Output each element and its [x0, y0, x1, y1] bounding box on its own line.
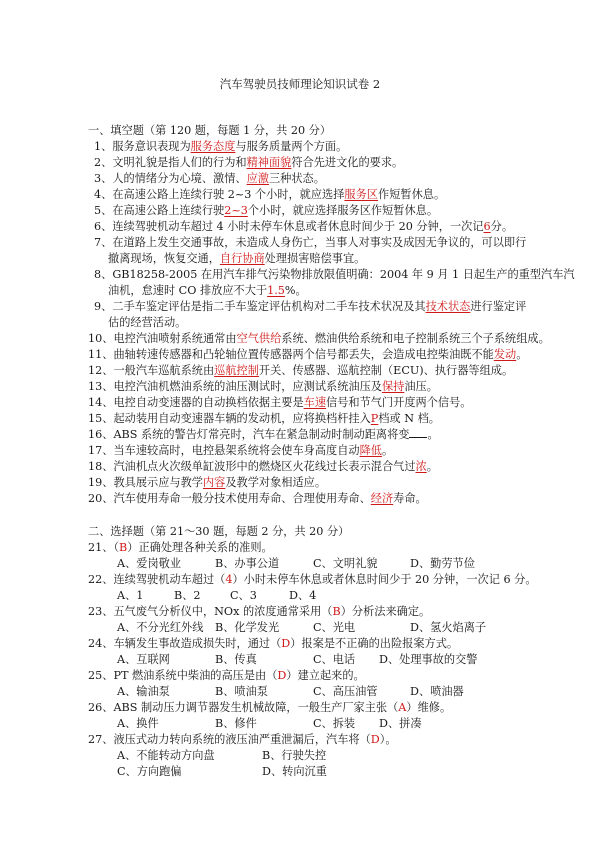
answer: 浓: [415, 460, 427, 473]
choice-question-21: 21、（B）正确处理各种关系的准则。: [88, 541, 273, 554]
fill-question-2: 2、文明礼貌是指人们的行为和精神面貌符合先进文化的要求。: [94, 156, 404, 169]
fill-question-5: 5、在高速公路上连续行驶2~3个小时，就应选择服务区作短暂休息。: [94, 204, 439, 217]
option-c: C、电话: [313, 653, 356, 666]
answer: 经济: [370, 492, 394, 505]
exam-title: 汽车驾驶员技师理论知识试卷 2: [219, 77, 381, 91]
fill-question-19: 19、教具展示应与教学内容及教学对象相适应。: [88, 476, 327, 489]
option-a: A、1: [117, 589, 144, 602]
answer: 巡航控制: [214, 364, 259, 377]
option-a: A、输油泵: [117, 685, 170, 698]
fill-question-8: 8、GB18258-2005 在用汽车排气污染物排放限值明确：2004 年 9 月 1 日起生产的重型汽车汽: [94, 268, 575, 281]
answer: 车速: [303, 396, 327, 409]
answer: D: [281, 637, 291, 650]
option-c: C、拆装: [313, 717, 356, 730]
option-d: D、勤劳节俭: [410, 557, 475, 570]
option-d: D、4: [289, 589, 317, 602]
option-b: B、修件: [215, 717, 257, 730]
fill-question-14: 14、电控自动变速器的自动换档依据主要是车速信号和节气门开度两个信号。: [88, 396, 472, 409]
option-a: A、不能转动方向盘: [117, 749, 215, 762]
option-b: B、2: [174, 589, 201, 602]
fill-question-9: 9、二手车鉴定评估是指二手车鉴定评估机构对二手车技术状况及其技术状态进行鉴定评: [94, 300, 527, 313]
option-c: C、文明礼貌: [313, 557, 378, 570]
option-a: A、不分光红外线: [117, 621, 204, 634]
fill-question-9-cont: 估的经营活动。: [108, 316, 187, 329]
option-d: D、拼凑: [379, 717, 422, 730]
option-c: C、3: [230, 589, 257, 602]
answer: 服务区: [344, 188, 378, 201]
fill-question-4: 4、在高速公路上连续行驶 2~3 个小时，就应选择服务区作短暂休息。: [94, 188, 446, 201]
option-c: C、光电: [313, 621, 356, 634]
choice-question-27: 27、液压式动力转向系统的液压油严重泄漏后，汽车将（D）。: [88, 733, 397, 746]
fill-question-7-cont: 撤离现场，恢复交通，自行协商处理损害赔偿事宜。: [108, 252, 366, 265]
option-b: B、化学发光: [215, 621, 280, 634]
option-d: D、氢火焰离子: [410, 621, 487, 634]
fill-question-1: 1、服务意识表现为服务态度与服务质量两个方面。: [94, 140, 348, 153]
answer: P: [370, 412, 379, 425]
answer: 服务态度: [190, 140, 236, 153]
fill-question-3: 3、人的情绪分为心境、激情、应激三种状态。: [94, 172, 325, 185]
option-b: B、行驶失控: [262, 749, 327, 762]
option-b: B、喷油泵: [215, 685, 268, 698]
fill-question-12: 12、一般汽车巡航系统由巡航控制开关、传感器、巡航控制（ECU)、执行器等组成。: [88, 364, 514, 377]
option-c: C、方向跑偏: [117, 765, 182, 778]
answer: 应激: [246, 172, 269, 185]
answer: 内容: [202, 476, 226, 489]
answer: 自行协商: [219, 252, 265, 265]
answer: B: [332, 605, 341, 618]
fill-question-6: 6、连续驾驶机动车超过 4 小时未停车休息或者休息时间少于 20 分钟，一次记6分。: [94, 220, 514, 233]
answer: D: [277, 669, 287, 682]
answer: 保持: [381, 380, 405, 393]
answer: 6: [483, 220, 491, 233]
section-2-header: 二、选择题（第 21～30 题，每题 2 分，共 20 分）: [88, 525, 350, 538]
answer: 精神面貌: [246, 156, 292, 169]
choice-question-23: 23、五气废气分析仪中，NOx 的浓度通常采用（B）分析法来确定。: [88, 605, 431, 618]
fill-question-10: 10、电控汽油喷射系统通常由空气供给系统、燃油供给系统和电子控制系统三个子系统组成。: [88, 332, 550, 345]
option-d: D、处理事故的交警: [379, 653, 478, 666]
answer: A: [398, 701, 407, 714]
answer-blank: [409, 427, 427, 438]
answer: 技术状态: [425, 300, 471, 313]
section-1-header: 一、填空题（第 120 题，每题 1 分，共 20 分）: [88, 124, 332, 137]
choice-question-26: 26、ABS 制动压力调节器发生机械故障，一般生产厂家主张（A）维修。: [88, 701, 452, 714]
option-b: B、办事公道: [215, 557, 280, 570]
answer: 4: [225, 573, 233, 586]
fill-question-16: 16、ABS 系统的警告灯常亮时，汽车在紧急制动时制动距离将变 。: [88, 428, 439, 441]
choice-question-25: 25、PT 燃油系统中柴油的高压是由（D）建立起来的。: [88, 669, 365, 682]
answer: B: [119, 541, 128, 554]
fill-question-13: 13、电控汽油机燃油系统的油压测试时，应测试系统油压及保持油压。: [88, 380, 438, 393]
option-d: D、喷油器: [410, 685, 464, 698]
choice-question-24: 24、车辆发生事故造成损失时，通过（D）报案是不正确的出险报案方式。: [88, 637, 459, 650]
fill-question-8-cont: 油机，怠速时 CO 排放应不大于1.5%。: [108, 284, 307, 297]
choice-question-22: 22、连续驾驶机动车超过（4）小时未停车休息或者休息时间少于 20 分钟，一次记 6 分。: [88, 573, 537, 586]
option-b: B、传真: [215, 653, 257, 666]
fill-question-20: 20、汽车使用寿命一般分技术使用寿命、合理使用寿命、经济寿命。: [88, 492, 427, 505]
fill-question-15: 15、起动装用自动变速器车辆的发动机，应将换档杆挂入P档或 N 档。: [88, 412, 440, 425]
answer: 降低: [359, 444, 382, 457]
fill-question-11: 11、曲轴转速传感器和凸轮轴位置传感器两个信号都丢失，会造成电控柴油既不能发动。: [88, 348, 528, 361]
answer: 发动: [493, 348, 517, 361]
answer: D: [370, 733, 380, 746]
fill-question-18: 18、汽油机点火次级单缸波形中的燃烧区火花线过长表示混合气过浓。: [88, 460, 438, 473]
option-a: A、互联网: [117, 653, 170, 666]
fill-question-7: 7、在道路上发生交通事故，未造成人身伤亡，当事人对事实及成因无争议的，可以即行: [94, 236, 527, 249]
option-d: D、转向沉重: [262, 765, 327, 778]
answer: 2~3: [224, 204, 248, 217]
option-c: C、高压油管: [313, 685, 378, 698]
option-a: A、爱岗敬业: [117, 557, 182, 570]
fill-question-17: 17、当车速较高时，电控悬架系统将会使车身高度自动降低。: [88, 444, 394, 457]
option-a: A、换件: [117, 717, 159, 730]
answer: 空气供给: [236, 332, 282, 345]
answer: 1.5: [267, 284, 285, 297]
